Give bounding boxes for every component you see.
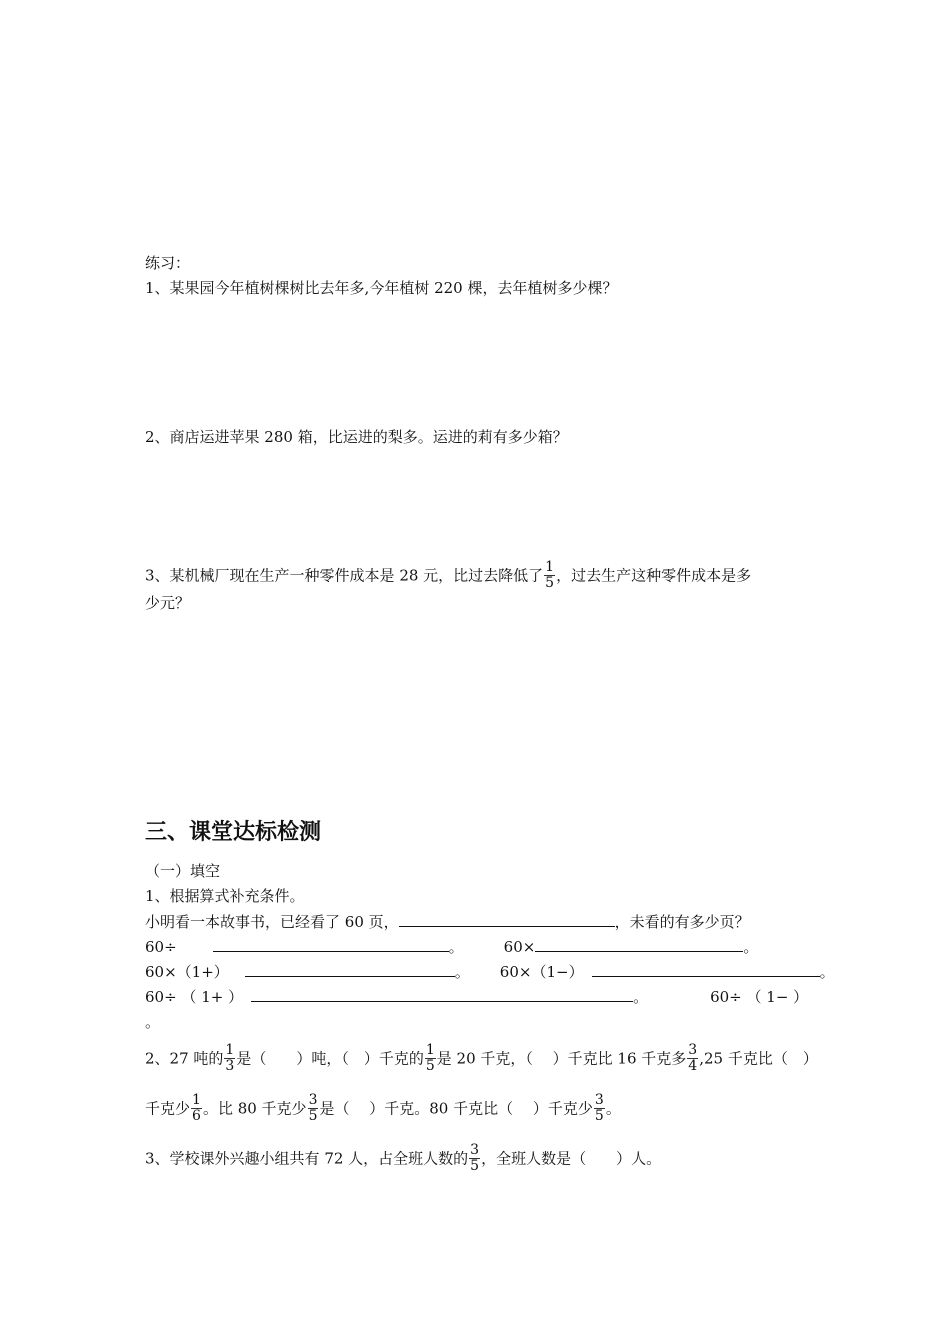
- fill-item-2: [145, 1044, 818, 1075]
- expr-label: 60×: [503, 938, 536, 956]
- fraction-numerator: 1: [545, 559, 555, 575]
- q3-text: ，全班人数是（ ）人。: [481, 1149, 662, 1168]
- q2-fraction-3: [687, 1043, 698, 1074]
- practice-title: 练习：: [145, 254, 191, 272]
- practice-question-2: 2、商店运进苹果 280 箱，比运进的梨多。运进的莉有多少箱？: [145, 428, 568, 446]
- answer-blank[interactable]: [213, 937, 449, 952]
- fraction-denominator: 5: [308, 1108, 318, 1124]
- q2-text: 千克少: [145, 1099, 191, 1118]
- practice-question-1: 1、某果园今年植树棵树比去年多,今年植树 220 棵，去年植树多少棵？: [145, 279, 618, 297]
- story-text-b: ，未看的有多少页？: [614, 913, 750, 931]
- expr-end: 。: [819, 963, 835, 981]
- q2-text: 是（ ）千克。80 千克比（ ）千克少: [319, 1099, 593, 1118]
- q2-fraction-4: [191, 1093, 202, 1124]
- fraction-numerator: 1: [192, 1092, 201, 1108]
- fraction-numerator: 3: [308, 1092, 318, 1108]
- q2-fraction-1: [224, 1043, 235, 1074]
- expr-row-2: [145, 962, 835, 982]
- answer-blank[interactable]: [399, 912, 615, 927]
- answer-blank[interactable]: [251, 987, 633, 1002]
- expr-end: 。: [454, 963, 470, 981]
- q2-text: 是（ ）吨，（ ）千克的: [236, 1049, 424, 1068]
- answer-blank[interactable]: [245, 962, 455, 977]
- q2-text: 2、27 吨的: [145, 1049, 224, 1068]
- answer-blank[interactable]: [535, 937, 743, 952]
- q2-text: 是 20 千克，（ ）千克比 16 千克多: [436, 1049, 687, 1068]
- expr-label: 60÷: [145, 938, 177, 956]
- expr-row-3-end: 。: [145, 1013, 161, 1031]
- expr-label: 60×（1+）: [145, 963, 229, 981]
- expr-end: 。: [448, 938, 464, 956]
- fill-item-3: [145, 1144, 661, 1175]
- q2-text: 。比 80 千克少: [202, 1099, 307, 1118]
- story-line: [145, 912, 750, 932]
- fraction-denominator: 5: [594, 1108, 604, 1124]
- fraction-numerator: 3: [594, 1092, 604, 1108]
- expr-end: 。: [633, 988, 649, 1006]
- fraction-numerator: 3: [470, 1142, 480, 1158]
- fraction-numerator: 3: [688, 1042, 698, 1058]
- fill-item-2-cont: [145, 1094, 621, 1125]
- expr-row-1: [145, 937, 758, 957]
- practice-question-3-cont: 少元？: [145, 594, 191, 612]
- expr-label: 60×（1−）: [499, 963, 584, 981]
- q2-fraction-2: [425, 1043, 436, 1074]
- section-heading: 三、课堂达标检测: [145, 820, 322, 845]
- fraction-denominator: 3: [225, 1058, 235, 1074]
- fraction-denominator: 6: [192, 1108, 201, 1124]
- q3-text-a: 3、某机械厂现在生产一种零件成本是 28 元，比过去降低了: [145, 566, 544, 585]
- fraction-denominator: 4: [688, 1058, 698, 1074]
- fill-item-1: 1、根据算式补充条件。: [145, 887, 305, 905]
- answer-blank[interactable]: [592, 962, 820, 977]
- q3-text-b: ，过去生产这种零件成本是多: [556, 566, 752, 585]
- q2-fraction-5: [308, 1093, 319, 1124]
- expr-label: 60÷ （ 1+ ）: [145, 988, 244, 1006]
- subsection-title: （一）填空: [145, 862, 221, 880]
- q2-fraction-6: [594, 1093, 605, 1124]
- fraction-numerator: 1: [425, 1042, 435, 1058]
- q3-fraction: [469, 1143, 480, 1174]
- q3-text: 3、学校课外兴趣小组共有 72 人，占全班人数的: [145, 1149, 469, 1168]
- q3-fraction: [544, 560, 555, 591]
- fraction-denominator: 5: [470, 1158, 480, 1174]
- fraction-numerator: 1: [225, 1042, 235, 1058]
- expr-end: 。: [743, 938, 759, 956]
- q2-text: 。: [605, 1099, 621, 1118]
- expr-row-3: [145, 987, 808, 1007]
- fraction-denominator: 5: [545, 575, 555, 591]
- story-text-a: 小明看一本故事书，已经看了 60 页，: [145, 913, 399, 931]
- q2-text: ,25 千克比（ ）: [699, 1049, 818, 1068]
- expr-label: 60÷ （ 1− ）: [710, 988, 809, 1006]
- fraction-denominator: 5: [425, 1058, 435, 1074]
- practice-question-3: [145, 561, 751, 592]
